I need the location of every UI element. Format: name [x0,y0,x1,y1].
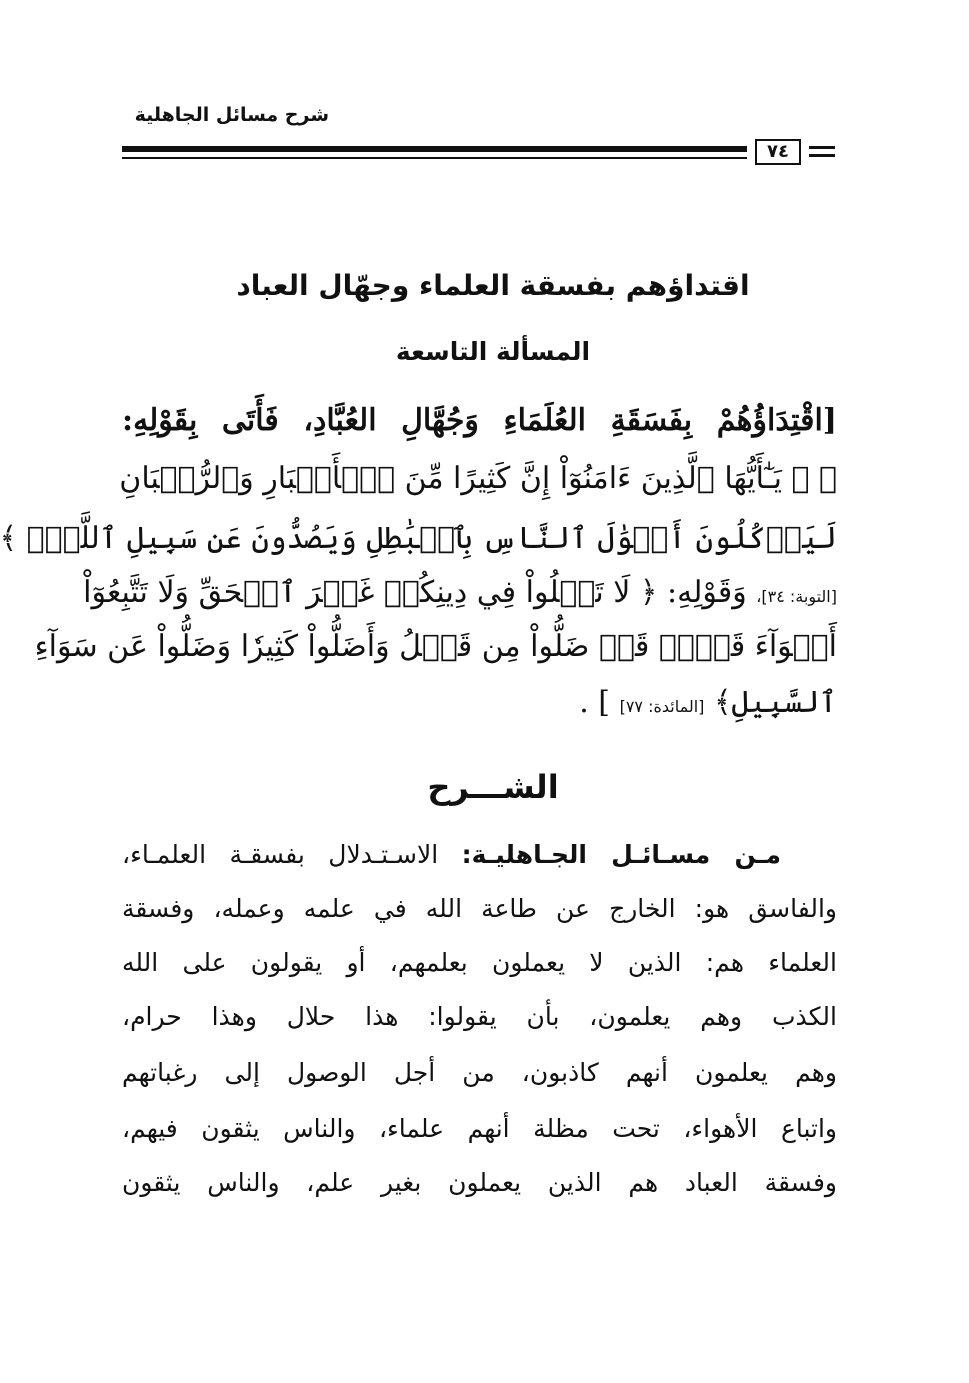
sharh-line-2: والفاسق هو: الخارج عن طاعة الله في علمه وعمله، وفسقة [122,894,837,923]
header-ornament-top [809,146,835,149]
chapter-title: اقتداؤهم بفسقة العلماء وجهّال العباد [236,269,750,302]
running-title: شرح مسائل الجاهلية [134,104,329,126]
matn-line-6-text: ٱلسَّبِيلِ﴾ [713,685,837,720]
matn-line-6 [122,676,837,734]
header-ornament-bottom [809,154,835,157]
page-number: ٧٤ [755,139,801,165]
matn-line-3: لَيَأۡكُلُونَ أَمۡوَٰلَ ٱلنَّاسِ بِٱلۡبَٰطِلِ وَيَصُدُّونَ عَن سَبِيلِ ٱللَّهِۗ ﴾ [0,521,837,556]
matn-closing-bracket: ] . [579,685,611,720]
matn-line-2: ﴿ ۞ يَـٰٓأَيُّهَا ٱلَّذِينَ ءَامَنُوٓاْ إِنَّ كَثِيرًا مِّنَ ٱلۡأَحۡبَارِ وَٱلرُّهۡبَانِ [119,461,837,496]
sharh-line-5: وهم يعلمون أنهم كاذبون، من أجل الوصول إلى رغباتهم [122,1058,837,1087]
issue-title: المسألة التاسعة [395,337,591,366]
verse-reference-maidah: [المائدة: ٧٧] [619,697,705,716]
sharh-title: الشـــرح [427,768,559,806]
verse-reference-tawbah: [التوبة: ٣٤]، [756,587,837,606]
sharh-line-1 [122,832,781,878]
sharh-line-7: وفسقة العباد هم الذين يعملون بغير علم، والناس يثقون [122,1168,837,1197]
matn-line-4-text: وَقَوْلِهِ: ﴿ لَا تَغۡلُواْ فِي دِينِكُمۡ غَيۡرَ ٱلۡحَقِّ وَلَا تَتَّبِعُوٓاْ [83,575,747,610]
sharh-line-3: العلماء هم: الذين لا يعملون بعلمهم، أو يقولون على الله [122,948,837,977]
header-rule-thin [122,157,747,159]
sharh-line-1-rest: الاسـتـدلال بفسقـة العلمـاء، [122,840,439,869]
matn-line-5: أَهۡوَآءَ قَوۡمٖ قَدۡ ضَلُّواْ مِن قَبۡلُ وَأَضَلُّواْ كَثِيرٗا وَضَلُّواْ عَن سَوَآءِ [34,629,837,664]
matn-line-1: [اقْتِدَاؤُهُمْ بِفَسَقَةِ العُلَمَاءِ وَجُهَّالِ العُبَّادِ، فَأَتَى بِقَوْلِهِ: [122,403,837,438]
matn-line-4 [83,566,837,624]
sharh-line-4: الكذب وهم يعلمون، بأن يقولوا: هذا حلال وهذا حرام، [122,1002,837,1031]
header-rule-thick [122,146,747,152]
sharh-line-6: واتباع الأهواء، تحت مظلة أنهم علماء، والناس يثقون فيهم، [122,1114,837,1143]
sharh-line-1-lead: مـن مسـائـل الجـاهليـة: [461,840,781,869]
